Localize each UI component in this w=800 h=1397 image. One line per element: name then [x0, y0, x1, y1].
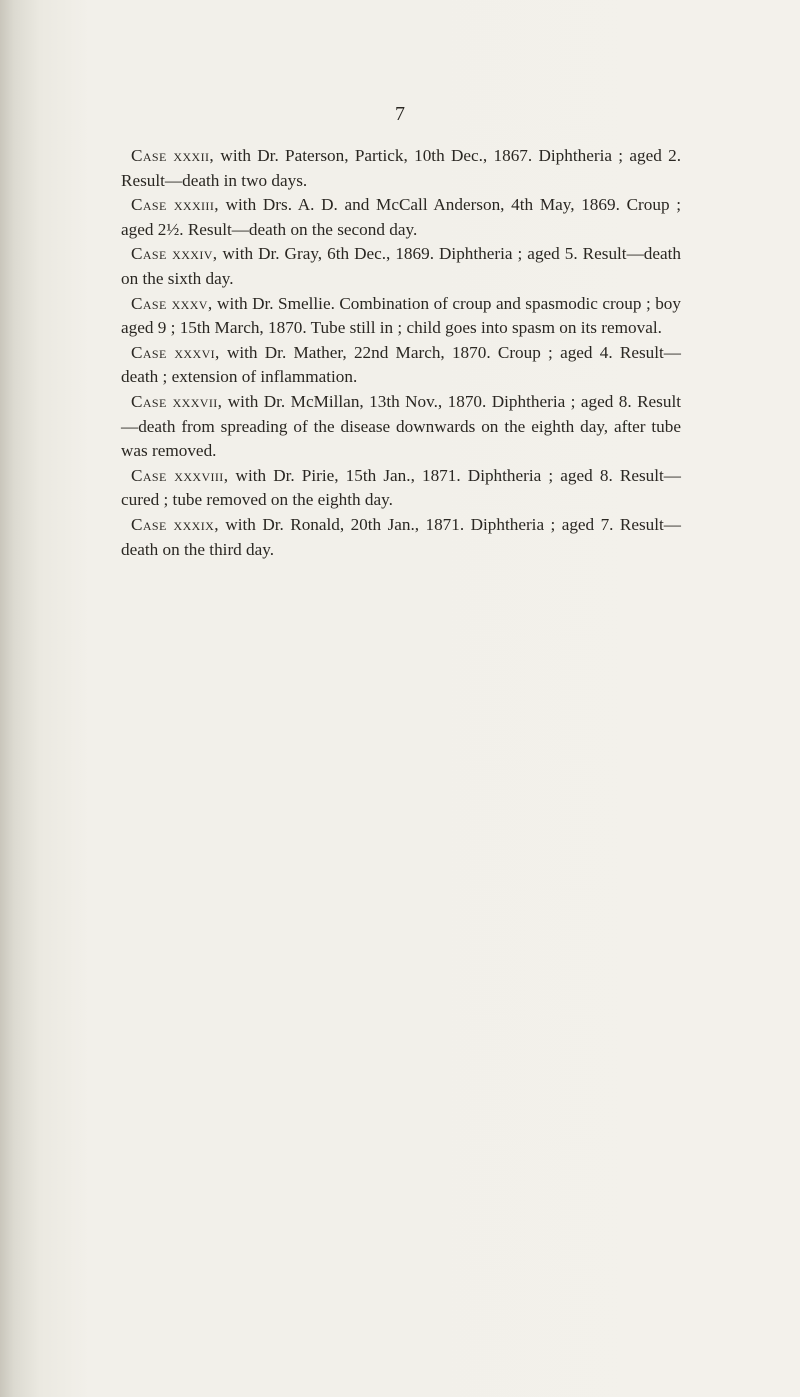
case-text: with Dr. Pirie, 15th Jan., 1871. Diphtheria ; aged 8. Result—cured ; tube removed on the eighth day.	[121, 465, 681, 510]
case-text: with Dr. Ronald, 20th Jan., 1871. Diphtheria ; aged 7. Result—death on the third day.	[121, 514, 681, 559]
case-label: Case xxxv,	[131, 293, 213, 313]
case-label: Case xxxiii,	[131, 195, 219, 215]
case-label: Case xxxvi,	[131, 342, 220, 362]
case-text: with Dr. McMillan, 13th Nov., 1870. Diphtheria ; aged 8. Result—death from spreading of the disease downwards on the eighth day, after tube was removed.	[121, 391, 682, 461]
case-paragraph	[121, 464, 681, 513]
case-text: with Dr. Paterson, Partick, 10th Dec., 1867. Diphtheria ; aged 2. Result—death in two days.	[121, 146, 681, 190]
case-label: Case xxxvii,	[131, 391, 223, 411]
case-paragraph	[121, 341, 681, 390]
case-paragraph	[121, 390, 681, 464]
case-list	[121, 144, 681, 562]
case-paragraph	[121, 193, 681, 242]
case-label: Case xxxii,	[131, 146, 215, 165]
case-label: Case xxxix,	[131, 514, 219, 534]
case-paragraph	[121, 144, 681, 193]
case-paragraph	[121, 242, 681, 291]
case-paragraph	[121, 513, 681, 562]
case-text: with Drs. A. D. and McCall Anderson, 4th May, 1869. Croup ; aged 2½. Result—death on the second day.	[121, 195, 682, 239]
case-paragraph	[121, 292, 681, 341]
case-text: with Dr. Gray, 6th Dec., 1869. Diphtheria ; aged 5. Result—death on the sixth day.	[121, 244, 681, 288]
case-text: with Dr. Mather, 22nd March, 1870. Croup ; aged 4. Result—death ; extension of inflammation.	[121, 342, 681, 387]
case-text: with Dr. Smellie. Combination of croup and spasmodic croup ; boy aged 9 ; 15th March, 1870. Tube still in ; child goes into spasm on its removal.	[121, 293, 681, 338]
case-label: Case xxxviii,	[131, 465, 229, 485]
page-number: 7	[395, 103, 405, 125]
case-label: Case xxxiv,	[131, 244, 218, 264]
